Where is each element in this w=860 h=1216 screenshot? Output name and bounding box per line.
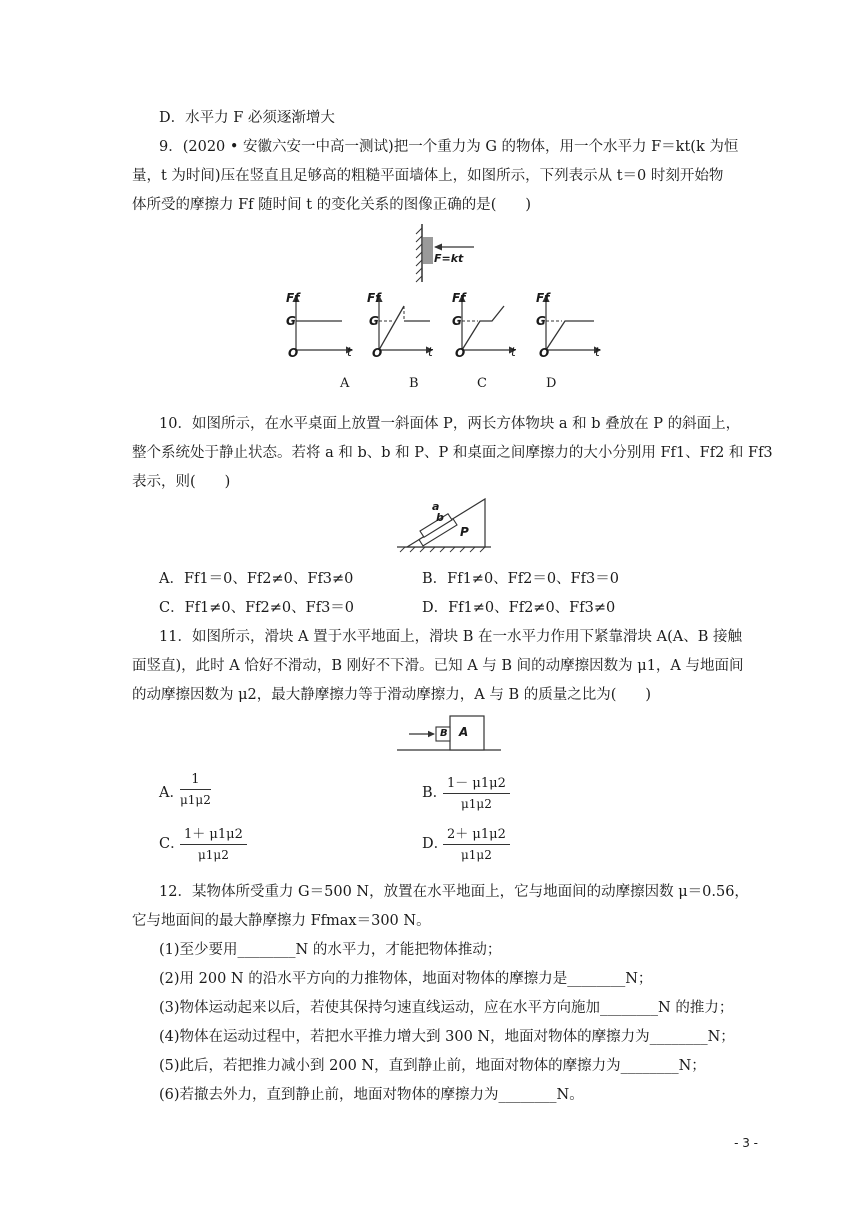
- graph-d-origin: O: [539, 346, 550, 360]
- q11-option-a-label: A．: [159, 785, 184, 801]
- q12-sub-5: (5)此后，若把推力减小到 200 N，直到静止前，地面对物体的摩擦力为________N；: [159, 1058, 706, 1074]
- q11-option-b-numerator: 1－ μ1μ2: [443, 772, 510, 794]
- graph-d-y-label: Ff: [536, 291, 550, 305]
- q10-option-d: D．Ff1≠0、Ff2≠0、Ff3≠0: [422, 600, 616, 616]
- q11-option-b-label: B．: [422, 785, 448, 801]
- q9-line-1: 9．(2020 • 安徽六安一中高一测试)把一个重力为 G 的物体，用一个水平力 F＝kt(k 为恒: [159, 139, 739, 155]
- graph-c: [462, 296, 515, 350]
- q11-option-c-fraction: [180, 823, 247, 862]
- graph-b-g-label: G: [369, 314, 379, 328]
- graph-a-t-label: t: [347, 345, 352, 359]
- q10-option-c: C．Ff1≠0、Ff2≠0、Ff3＝0: [159, 600, 355, 616]
- q12-sub-3: (3)物体运动起来以后，若使其保持匀速直线运动，应在水平方向施加________N 的推力；: [159, 1000, 734, 1016]
- graph-c-t-label: t: [511, 345, 516, 359]
- graph-d-g-label: G: [536, 314, 546, 328]
- q11-line-3: 的动摩擦因数为 μ2，最大静摩擦力等于滑动摩擦力，A 与 B 的质量之比为( ): [132, 687, 652, 703]
- q11-option-c-denominator: μ1μ2: [197, 848, 229, 862]
- q11-option-d-label: D．: [422, 836, 449, 852]
- q11-option-a-numerator: 1: [180, 772, 211, 790]
- graph-b-y-label: Ff: [367, 291, 381, 305]
- graph-label-b: B: [409, 376, 419, 391]
- q10-line-3: 表示，则( ): [132, 474, 231, 490]
- q9-force-label: F=kt: [434, 252, 464, 265]
- graph-c-g-label: G: [452, 314, 462, 328]
- q11-option-c-numerator: 1＋ μ1μ2: [180, 823, 247, 845]
- q11-line-1: 11．如图所示，滑块 A 置于水平地面上，滑块 B 在一水平力作用下紧靠滑块 A(A、B 接触: [159, 629, 742, 645]
- q10-incline-figure: [395, 493, 495, 553]
- graph-b-origin: O: [372, 346, 383, 360]
- q11-option-a-fraction: [180, 772, 211, 807]
- q10-block-b-label: b: [436, 511, 444, 524]
- graph-d-t-label: t: [595, 345, 600, 359]
- q11-option-b-fraction: [443, 772, 510, 811]
- graph-c-y-label: Ff: [452, 291, 466, 305]
- q11-option-c-label: C．: [159, 836, 185, 852]
- q12-sub-4: (4)物体在运动过程中，若把水平推力增大到 300 N，地面对物体的摩擦力为________N；: [159, 1029, 735, 1045]
- q11-option-d-denominator: μ1μ2: [460, 848, 492, 862]
- q10-block-a-label: a: [432, 500, 440, 513]
- graph-d: [546, 296, 600, 350]
- page-number: - 3 -: [734, 1136, 758, 1150]
- q11-option-d-numerator: 2＋ μ1μ2: [443, 823, 510, 845]
- q12-sub-6: (6)若撤去外力，直到静止前，地面对物体的摩擦力为________N。: [159, 1087, 584, 1103]
- graph-label-c: C: [477, 376, 487, 391]
- q10-incline-p-label: P: [460, 525, 469, 539]
- graph-b: [379, 296, 432, 350]
- q11-block-b-label: B: [440, 728, 448, 739]
- q9-line-2: 量，t 为时间)压在竖直且足够高的粗糙平面墙体上，如图所示，下列表示从 t＝0 时刻开始物: [132, 168, 724, 184]
- q12-line-1: 12．某物体所受重力 G＝500 N，放置在水平地面上，它与地面间的动摩擦因数 μ＝0.56，: [159, 884, 749, 900]
- q12-sub-2: (2)用 200 N 的沿水平方向的力推物体，地面对物体的摩擦力是________N；: [159, 971, 653, 987]
- graph-b-t-label: t: [428, 345, 433, 359]
- graph-a-y-label: Ff: [286, 291, 300, 305]
- graph-a: [296, 296, 352, 350]
- graph-a-g-label: G: [286, 314, 296, 328]
- q10-option-a: A．Ff1＝0、Ff2≠0、Ff3≠0: [159, 571, 354, 587]
- q11-option-b-denominator: μ1μ2: [460, 797, 492, 811]
- q11-option-a-denominator: μ1μ2: [180, 793, 211, 807]
- q9-line-3: 体所受的摩擦力 Ff 随时间 t 的变化关系的图像正确的是( ): [132, 197, 532, 213]
- graph-a-origin: O: [288, 346, 299, 360]
- q11-blocks-figure: [395, 712, 505, 756]
- q10-option-b: B．Ff1≠0、Ff2＝0、Ff3＝0: [422, 571, 619, 587]
- q9-graphs: [282, 292, 612, 362]
- q10-line-2: 整个系统处于静止状态。若将 a 和 b、b 和 P、P 和桌面之间摩擦力的大小分别用 Ff1、Ff2 和 Ff3: [132, 445, 773, 461]
- q11-option-d-fraction: [443, 823, 510, 862]
- q12-sub-1: (1)至少要用________N 的水平力，才能把物体推动；: [159, 942, 502, 958]
- graph-label-a: A: [340, 376, 350, 391]
- q8-option-d: D．水平力 F 必须逐渐增大: [159, 110, 335, 126]
- graph-label-d: D: [546, 376, 557, 391]
- q12-line-2: 它与地面间的最大静摩擦力 Ffmax＝300 N。: [132, 913, 431, 929]
- q11-line-2: 面竖直)，此时 A 恰好不滑动，B 刚好不下滑。已知 A 与 B 间的动摩擦因数为 μ1，A 与地面间: [132, 658, 744, 674]
- graph-c-origin: O: [455, 346, 466, 360]
- q10-line-1: 10．如图所示，在水平桌面上放置一斜面体 P，两长方体物块 a 和 b 叠放在 P 的斜面上，: [159, 416, 741, 432]
- q11-block-a-label: A: [459, 725, 469, 739]
